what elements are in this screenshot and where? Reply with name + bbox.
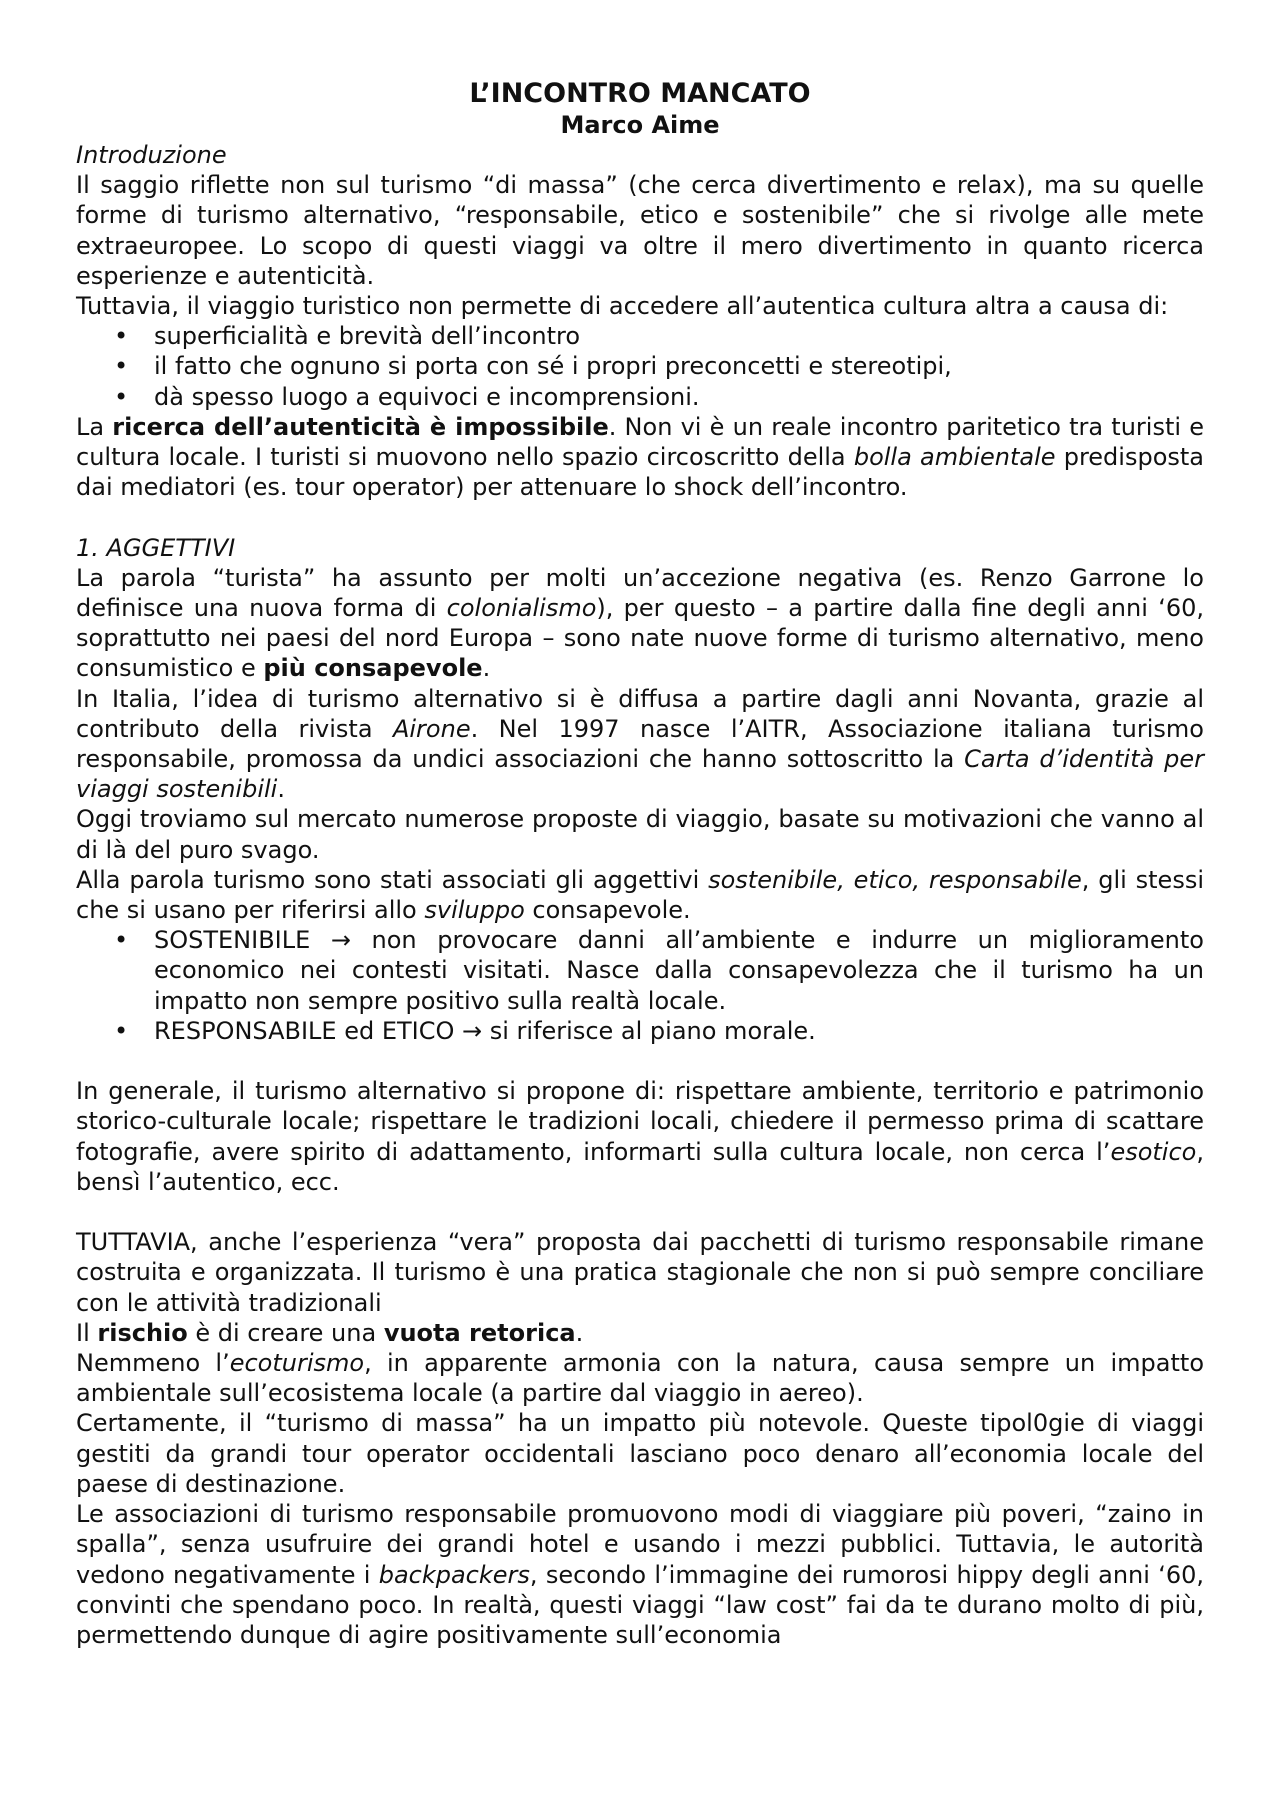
intro-bullet-list	[76, 321, 1204, 412]
bullet-icon: •	[114, 322, 129, 351]
section-1-bullet-list	[76, 925, 1204, 1046]
spacer	[76, 1197, 1204, 1227]
section-1-paragraph-2: In Italia, l’idea di turismo alternativo si è diffusa a partire dagli anni Novanta, grazie al contributo della rivista Airone. Nel 1997 nasce l’AITR, Associazione italiana turismo responsabile, promossa da undici associazioni che hanno sottoscritto la Carta d’identità per viaggi sostenibili.	[76, 684, 1204, 804]
bullet-icon: •	[114, 352, 129, 381]
document-page	[76, 78, 1204, 1650]
emphasis-italic: bolla ambientale	[853, 443, 1056, 472]
list-item: • RESPONSABILE ed ETICO → si riferisce al piano morale.	[114, 1016, 816, 1045]
list-item: • dà spesso luogo a equivoci e incomprensioni.	[114, 382, 700, 411]
intro-paragraph-3: La ricerca dell’autenticità è impossibile. Non vi è un reale incontro paritetico tra turisti e cultura locale. I turisti si muovono nello spazio circoscritto della bolla ambientale predisposta dai mediatori (es. tour operator) per attenuare lo shock dell’incontro.	[76, 412, 1204, 502]
section-1-paragraph-1: La parola “turista” ha assunto per molti un’accezione negativa (es. Renzo Garrone lo definisce una nuova forma di colonialismo), per questo – a partire dalla fine degli anni ‘60, soprattutto nei paesi del nord Europa – sono nate nuove forme di turismo alternativo, meno consumistico e più consapevole.	[76, 563, 1204, 683]
list-item: • superficialità e brevità dell’incontro	[114, 322, 581, 351]
list-item: • SOSTENIBILE → non provocare danni all’ambiente e indurre un miglioramento economico nei contesti visitati. Nasce dalla consapevolezza che il turismo ha un impatto non sempre positivo sulla realtà locale.	[114, 926, 1204, 1015]
spacer	[76, 1046, 1204, 1076]
document-title: L’INCONTRO MANCATO	[469, 78, 811, 109]
section-1-heading: 1. AGGETTIVI	[76, 533, 236, 562]
emphasis-bold: ricerca dell’autenticità è impossibile	[112, 412, 609, 441]
section-1-paragraph-8: Nemmeno l’ecoturismo, in apparente armonia con la natura, causa sempre un impatto ambientale sull’ecosistema locale (a partire dal viaggio in aereo).	[76, 1349, 1205, 1408]
section-1-paragraph-5: In generale, il turismo alternativo si propone di: rispettare ambiente, territorio e patrimonio storico-culturale locale; rispettare le tradizioni locali, chiedere il permesso prima di scattare fotografie, avere spirito di adattamento, informarti sulla cultura locale, non cerca l’esotico, bensì l’autentico, ecc.	[76, 1077, 1204, 1196]
bullet-icon: •	[114, 1016, 129, 1045]
spacer	[76, 502, 1204, 532]
section-1-paragraph-4: Alla parola turismo sono stati associati gli aggettivi sostenibile, etico, responsabile, gli stessi che si usano per riferirsi allo sviluppo consapevole.	[76, 865, 1204, 925]
list-item: • il fatto che ognuno si porta con sé i propri preconcetti e stereotipi,	[114, 352, 952, 381]
intro-paragraph-1: Il saggio riflette non sul turismo “di massa” (che cerca divertimento e relax), ma su quelle forme di turismo alternativo, “responsabile, etico e sostenibile” che si rivolge alle mete extraeuropee. Lo scopo di questi viaggi va oltre il mero divertimento in quanto ricerca esperienze e autenticità.	[76, 171, 1204, 290]
section-1-paragraph-3: Oggi troviamo sul mercato numerose proposte di viaggio, basate su motivazioni che vanno al di là del puro svago.	[76, 805, 1204, 864]
section-1-paragraph-7: Il rischio è di creare una vuota retorica.	[76, 1318, 584, 1347]
intro-heading: Introduzione	[76, 141, 227, 169]
section-1-paragraph-6: TUTTAVIA, anche l’esperienza “vera” proposta dai pacchetti di turismo responsabile rimane costruita e organizzata. Il turismo è una pratica stagionale che non si può sempre conciliare con le attività tradizionali	[76, 1228, 1204, 1317]
bullet-icon: •	[114, 382, 129, 411]
section-1-paragraph-10: Le associazioni di turismo responsabile promuovono modi di viaggiare più poveri, “zaino in spalla”, senza usufruire dei grandi hotel e usando i mezzi pubblici. Tuttavia, le autorità vedono negativamente i backpackers, secondo l’immagine dei rumorosi hippy degli anni ‘60, convinti che spendano poco. In realtà, questi viaggi “law cost” fai da te durano molto di più, permettendo dunque di agire positivamente sull’economia	[76, 1500, 1205, 1649]
document-author: Marco Aime	[560, 111, 720, 139]
section-1-paragraph-9: Certamente, il “turismo di massa” ha un impatto più notevole. Queste tipol0gie di viaggi gestiti da grandi tour operator occidentali lasciano poco denaro all’economia locale del paese di destinazione.	[76, 1409, 1204, 1498]
intro-paragraph-2: Tuttavia, il viaggio turistico non permette di accedere all’autentica cultura altra a causa di:	[76, 292, 1169, 321]
bullet-icon: •	[114, 926, 129, 955]
